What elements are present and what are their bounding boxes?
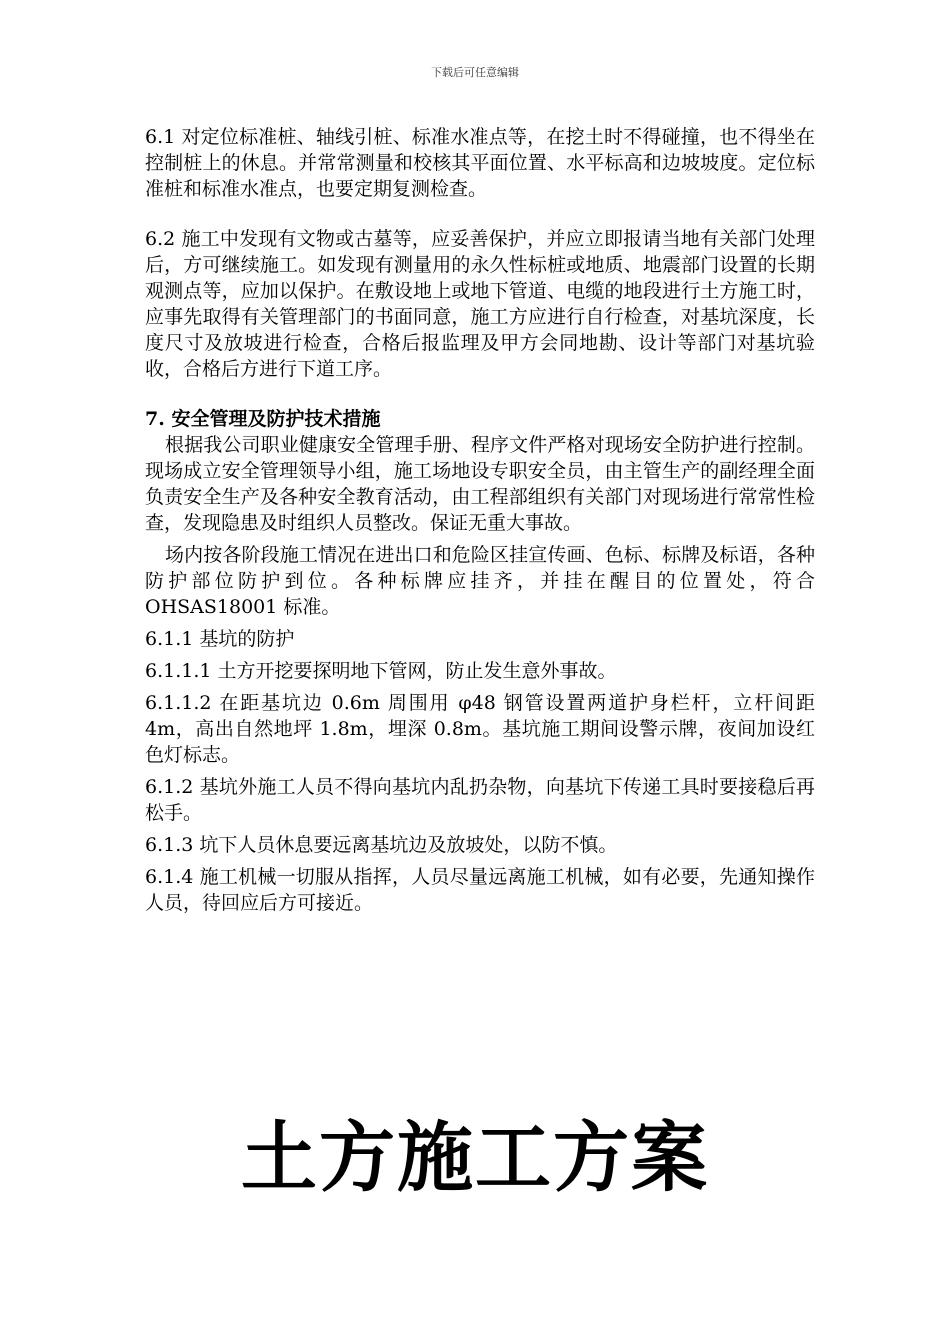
paragraph-6-1: 6.1 对定位标准桩、轴线引桩、标准水准点等，在挖土时不得碰撞，也不得坐在控制桩上的休息。并常常测量和校核其平面位置、水平标高和边坡坡度。定位标准桩和标准水准点，也要定期复测检查。 <box>145 126 815 200</box>
paragraph-6-1-1-2: 6.1.1.2 在距基坑边 0.6m 周围用 φ48 钢管设置两道护身栏杆，立杆间距 4m，高出自然地坪 1.8m，埋深 0.8m。基坑施工期间设警示牌，夜间加设红色灯标志。 <box>145 692 815 766</box>
paragraph-6-1-1: 6.1.1 基坑的防护 <box>145 628 295 650</box>
paragraph-6-1-1-1: 6.1.1.1 土方开挖要探明地下管网，防止发生意外事故。 <box>145 660 617 682</box>
paragraph-6-1-2: 6.1.2 基坑外施工人员不得向基坑内乱扔杂物，向基坑下传递工具时要接稳后再松手。 <box>145 776 815 824</box>
paragraph-6-2: 6.2 施工中发现有文物或古墓等，应妥善保护，并应立即报请当地有关部门处理后，方可继续施工。如发现有测量用的永久性标桩或地质、地震部门设置的长期观测点等，应加以保护。在敷设地上或地下管道、电缆的地段进行土方施工时，应事先取得有关管理部门的书面同意，施工方应进行自行检查，对基坑深度，长度尺寸及放坡进行检查，合格后报监理及甲方会同地勘、设计等部门对基坑验收，合格后方进行下道工序。 <box>145 228 815 380</box>
section-heading-7: 7. 安全管理及防护技术措施 <box>145 408 381 430</box>
document-body <box>145 124 815 922</box>
page-header-note: 下载后可任意编辑 <box>431 66 519 79</box>
paragraph-7-b: 场内按各阶段施工情况在进出口和危险区挂宣传画、色标、标牌及标语，各种防护部位防护到位。各种标牌应挂齐，并挂在醒目的位置处，符合 OHSAS18001 标准。 <box>145 544 815 618</box>
paragraph-7-a: 根据我公司职业健康安全管理手册、程序文件严格对现场安全防护进行控制。现场成立安全管理领导小组，施工场地设专职安全员，由主管生产的副经理全面负责安全生产及各种安全教育活动，由工程部组织有关部门对现场进行常常性检查，发现隐患及时组织人员整改。保证无重大事故。 <box>145 434 815 534</box>
document-title: 土方施工方案 <box>241 1113 709 1202</box>
paragraph-6-1-4: 6.1.4 施工机械一切服从指挥，人员尽量远离施工机械，如有必要，先通知操作人员，待回应后方可接近。 <box>145 866 815 914</box>
paragraph-6-1-3: 6.1.3 坑下人员休息要远离基坑边及放坡处，以防不慎。 <box>145 834 618 856</box>
